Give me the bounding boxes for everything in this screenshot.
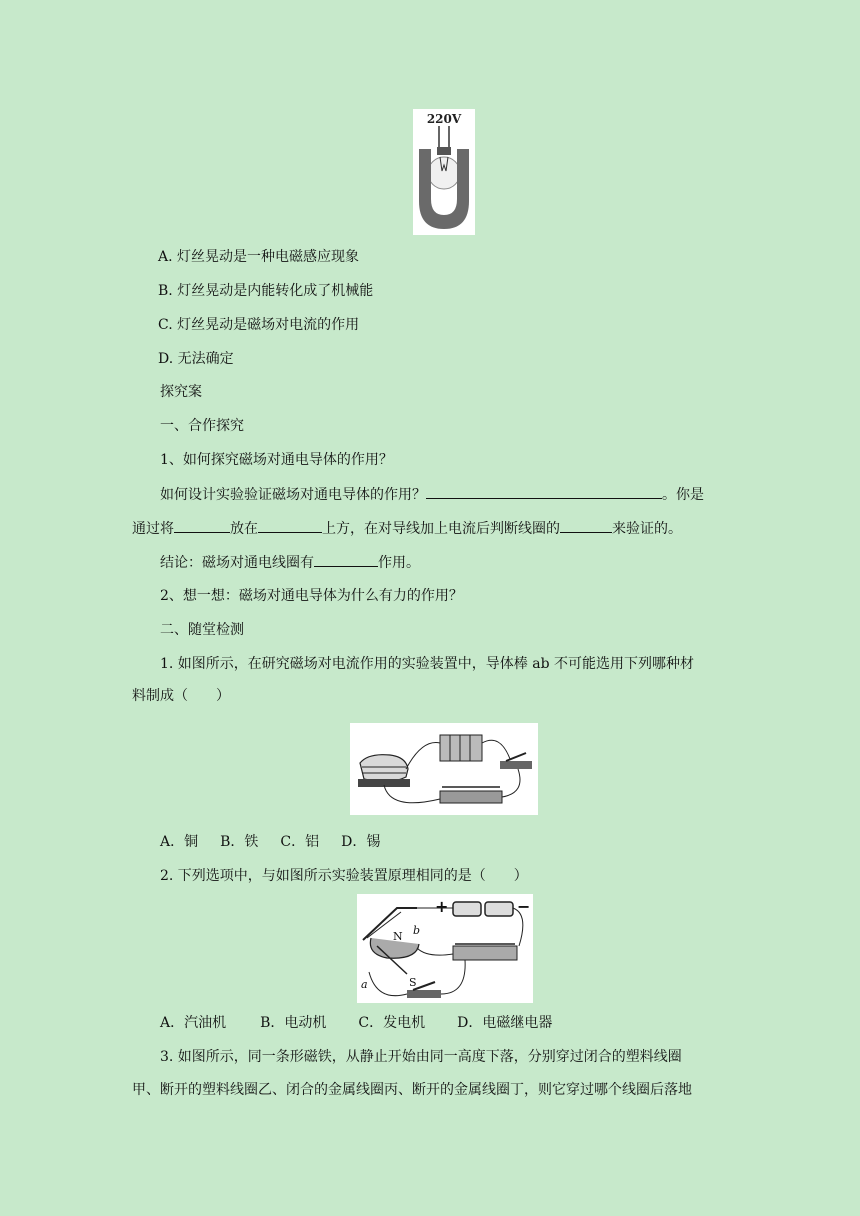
conclusion-text-2: 作用。 (378, 555, 420, 571)
check-q2: 2. 下列选项中，与如图所示实验装置原理相同的是（ ） (160, 868, 528, 884)
answer-blank (426, 484, 662, 499)
design-question-text: 如何设计实验验证磁场对通电导体的作用？ (160, 487, 426, 503)
coop-question-2: 2、想一想：磁场对通电导体为什么有力的作用？ (160, 588, 463, 604)
option-d: D. 无法确定 (158, 351, 234, 367)
method-text-3: 上方，在对导线加上电流后判断线圈的 (322, 521, 560, 537)
check-q1-line2: 料制成（ ） (132, 688, 230, 704)
check-q1-options (160, 832, 380, 852)
answer-blank (560, 518, 612, 533)
method-text-1: 通过将 (132, 521, 174, 537)
option-c: C. 灯丝晃动是磁场对电流的作用 (158, 317, 360, 333)
circuit-figure-2 (357, 894, 533, 1003)
q2-option-d: D．电磁继电器 (457, 1015, 553, 1031)
check-q3-line2: 甲、断开的塑料线圈乙、闭合的金属线圈丙、断开的金属线圈丁，则它穿过哪个线圈后落地 (132, 1082, 692, 1098)
method-text-2: 放在 (230, 521, 258, 537)
q2-option-b: B．电动机 (260, 1015, 327, 1031)
plus-label: + (435, 897, 449, 916)
q1-option-d: D．锡 (341, 834, 381, 850)
voltage-label: 220V (426, 112, 462, 126)
q1-option-c: C．铝 (280, 834, 320, 850)
section-title: 探究案 (160, 384, 202, 400)
a-label: a (361, 978, 368, 991)
circuit-figure-1 (350, 723, 538, 815)
minus-label: − (517, 897, 531, 916)
coop-heading: 一、合作探究 (160, 418, 244, 434)
q2-option-a: A．汽油机 (160, 1015, 227, 1031)
s-label: S (409, 976, 417, 989)
check-q1-line1: 1. 如图所示，在研究磁场对电流作用的实验装置中，导体棒 ab 不可能选用下列哪种材 (160, 656, 695, 672)
coop-question-1: 1、如何探究磁场对通电导体的作用？ (160, 452, 393, 468)
check-q3-line1: 3. 如图所示，同一条形磁铁，从静止开始由同一高度下落，分别穿过闭合的塑料线圈 (160, 1049, 682, 1065)
q2-option-c: C．发电机 (358, 1015, 426, 1031)
design-question (160, 484, 704, 505)
answer-blank (314, 552, 378, 567)
lamp-magnet-figure (413, 109, 475, 235)
b-label: b (413, 924, 421, 937)
option-b: B. 灯丝晃动是内能转化成了机械能 (158, 283, 374, 299)
answer-blank (174, 518, 230, 533)
conclusion-text-1: 结论：磁场对通电线圈有 (160, 555, 314, 571)
answer-blank (258, 518, 322, 533)
method-text-4: 来验证的。 (612, 521, 682, 537)
n-label: N (393, 930, 403, 943)
q1-option-b: B．铁 (220, 834, 259, 850)
method-sentence (132, 518, 682, 539)
option-a: A. 灯丝晃动是一种电磁感应现象 (158, 249, 360, 265)
check-heading: 二、随堂检测 (160, 622, 244, 638)
conclusion (160, 552, 420, 573)
check-q2-options (160, 1013, 552, 1033)
q1-option-a: A．铜 (160, 834, 199, 850)
design-question-end: 。你是 (662, 487, 704, 503)
